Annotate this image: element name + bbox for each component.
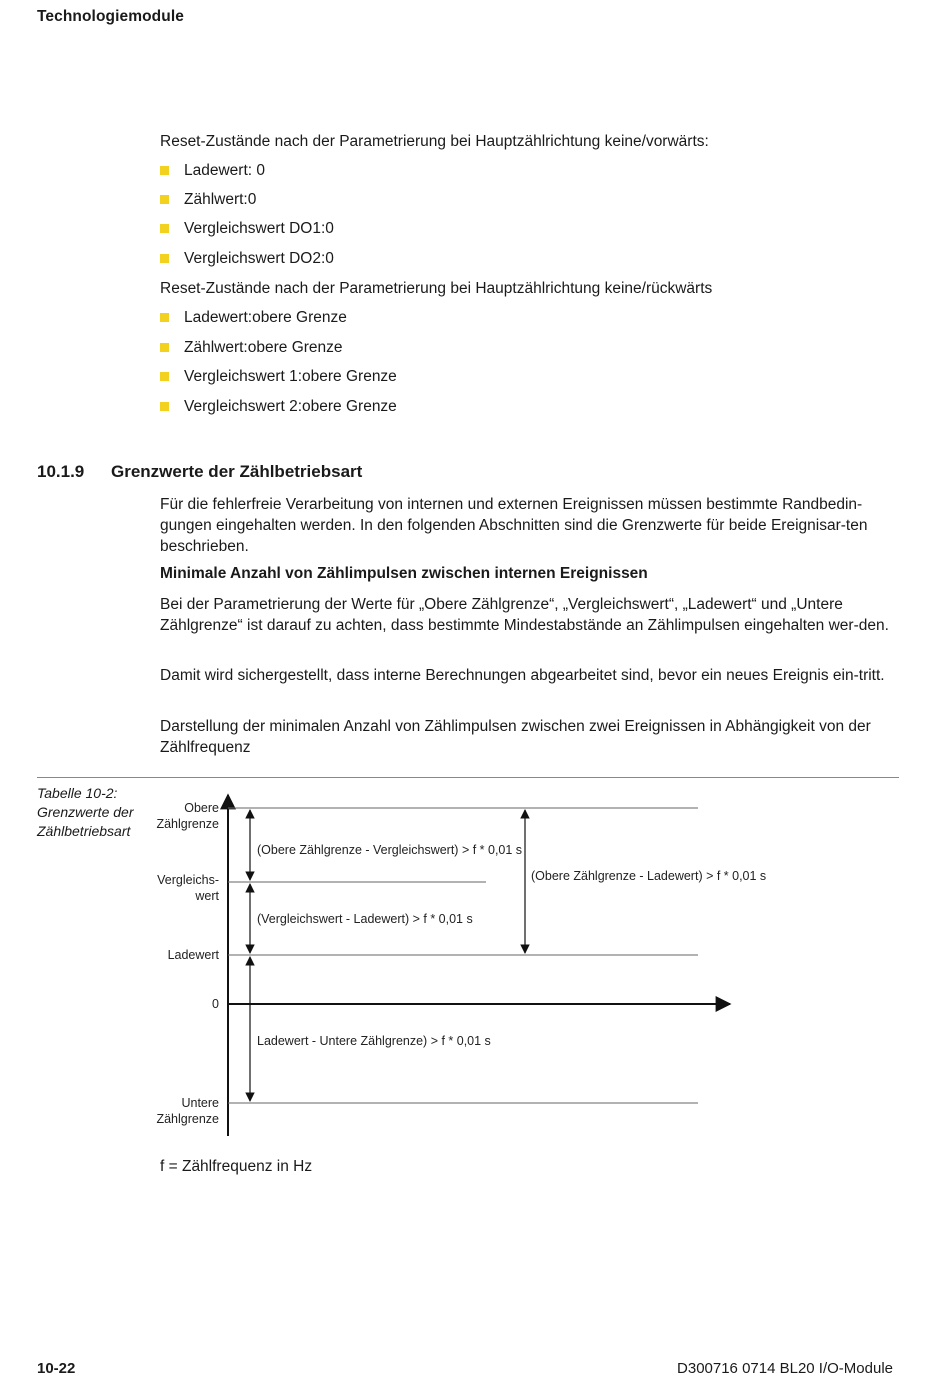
label-upper-2: Zählgrenze (156, 817, 219, 831)
running-header: Technologiemodule (37, 8, 184, 25)
frequency-note: f = Zählfrequenz in Hz (160, 1158, 313, 1175)
label-compare-2: wert (195, 889, 219, 903)
section-number: 10.1.9 (37, 462, 85, 481)
figure-caption: Tabelle 10-2: Grenzwerte der Zählbetriebsart (37, 785, 134, 839)
list-item: Vergleichswert DO2:0 (160, 248, 334, 269)
section-title: Grenzwerte der Zählbetriebsart (111, 462, 363, 481)
list-item: Vergleichswert 2:obere Grenze (160, 396, 397, 417)
condition-load-lower: Ladewert - Untere Zählgrenze) > f * 0,01 s (257, 1034, 491, 1048)
document-id: D300716 0714 BL20 I/O-Module (677, 1360, 893, 1377)
condition-upper-load: (Obere Zählgrenze - Ladewert) > f * 0,01 s (531, 869, 767, 883)
section-paragraph-3: Damit wird sichergestellt, dass interne Berechnungen abgearbeitet sind, bevor ein neues Ereignis ein-tritt. (160, 667, 885, 684)
condition-upper-compare: (Obere Zählgrenze - Vergleichswert) > f * 0,01 s (257, 843, 523, 857)
list-item: Vergleichswert 1:obere Grenze (160, 366, 397, 387)
list-item: Zählwert:obere Grenze (160, 337, 343, 358)
condition-compare-load: (Vergleichswert - Ladewert) > f * 0,01 s (257, 912, 473, 926)
list-item: Ladewert: 0 (160, 160, 265, 181)
subheading: Minimale Anzahl von Zählimpulsen zwischen internen Ereignissen (160, 565, 648, 582)
section-paragraph-4: Darstellung der minimalen Anzahl von Zählimpulsen zwischen zwei Ereignissen in Abhängigkeit von der Zählfrequenz (160, 718, 871, 756)
label-load: Ladewert (167, 948, 219, 962)
section-paragraph-2: Bei der Parametrierung der Werte für „Obere Zählgrenze“, „Vergleichswert“, „Ladewert“ und „Untere Zählgrenze“ ist darauf zu achten, dass bestimmte Mindestabstände an Zählimpulsen eingehalten wer-den. (160, 596, 889, 634)
reset-forward-intro: Reset-Zustände nach der Parametrierung bei Hauptzählrichtung keine/vorwärts: (160, 133, 709, 150)
label-upper-1: Obere (184, 801, 219, 815)
list-item: Zählwert:0 (160, 189, 256, 210)
page-number: 10-22 (37, 1360, 76, 1377)
label-zero: 0 (212, 997, 219, 1011)
reset-backward-intro: Reset-Zustände nach der Parametrierung bei Hauptzählrichtung keine/rückwärts (160, 280, 713, 297)
list-item: Ladewert:obere Grenze (160, 307, 347, 328)
label-lower-1: Untere (181, 1096, 219, 1110)
section-paragraph-1: Für die fehlerfreie Verarbeitung von internen und externen Ereignissen müssen bestimmte Randbedin-gungen eingehalten werden. In den folgenden Abschnitten sind die Grenzwerte für beide Ereignisar-ten beschrieben. (160, 496, 868, 555)
list-item: Vergleichswert DO1:0 (160, 218, 334, 239)
label-compare-1: Vergleichs- (157, 873, 219, 887)
label-lower-2: Zählgrenze (156, 1112, 219, 1126)
